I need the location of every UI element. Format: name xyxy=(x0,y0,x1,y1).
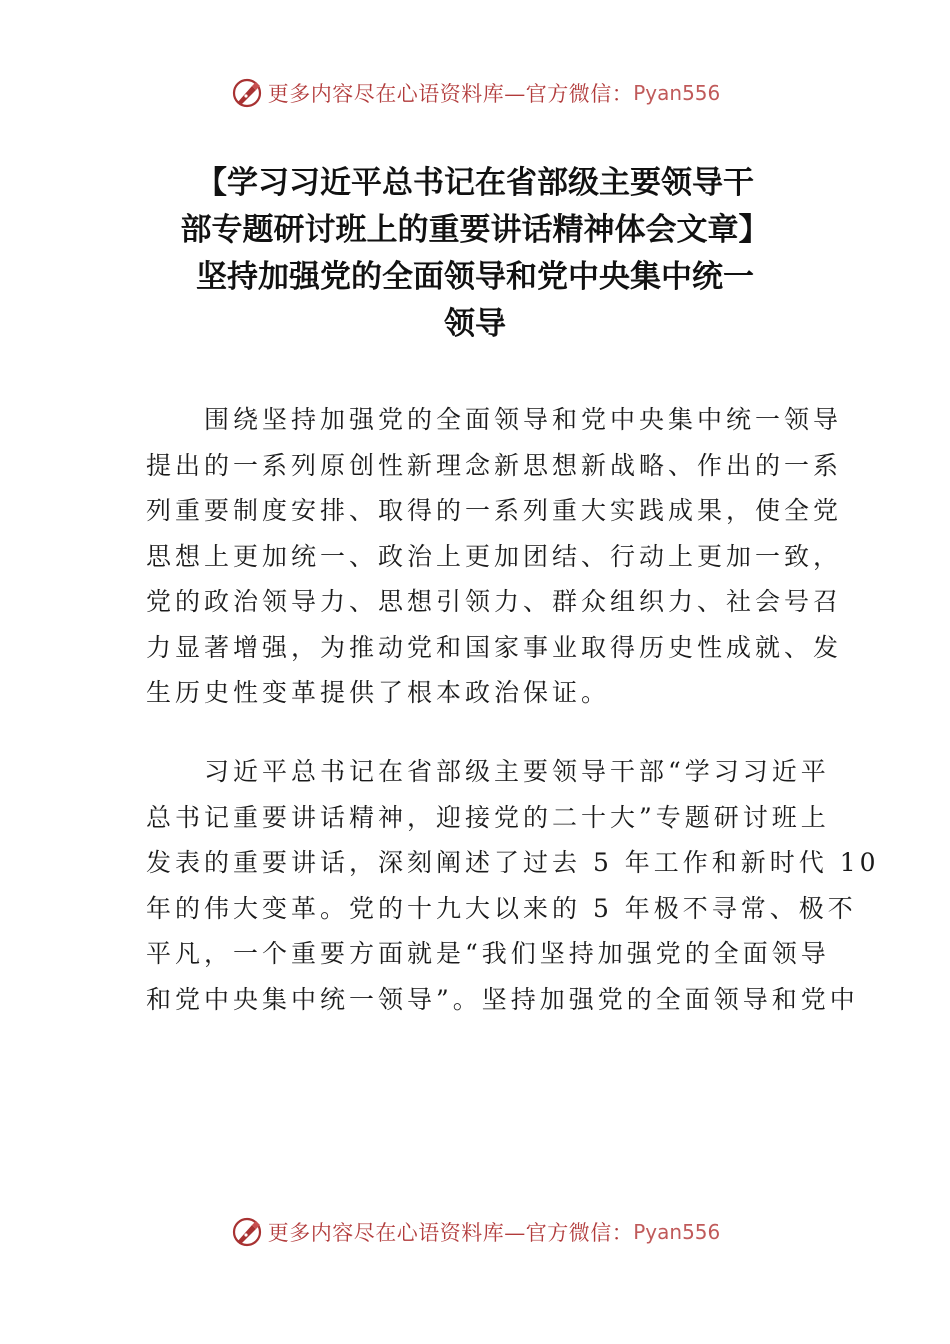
paragraph-line: 党的政治领导力、思想引领力、群众组织力、社会号召 xyxy=(146,587,843,616)
footer-banner-wechat-id: Pyan556 xyxy=(633,1220,721,1244)
body-paragraph-1 xyxy=(146,397,843,716)
footer-banner xyxy=(0,1212,950,1252)
pen-nib-logo-icon xyxy=(230,76,264,110)
header-banner xyxy=(0,73,950,113)
header-banner-text: 更多内容尽在心语资料库—官方微信： xyxy=(267,82,634,106)
paragraph-line: 思想上更加统一、政治上更加团结、行动上更加一致， xyxy=(146,541,843,571)
title-line: 领导 xyxy=(444,306,506,342)
paragraph-line: 和党中央集中统一领导”。坚持加强党的全面领导和党中 xyxy=(146,984,859,1014)
title-line: 坚持加强党的全面领导和党中央集中统一 xyxy=(196,259,754,295)
pen-nib-logo-icon xyxy=(230,1215,264,1249)
paragraph-line: 平凡，一个重要方面就是“我们坚持加强党的全面领导 xyxy=(146,939,830,968)
paragraph-line: 总书记重要讲话精神，迎接党的二十大”专题研讨班上 xyxy=(146,802,830,832)
paragraph-line: 提出的一系列原创性新理念新思想新战略、作出的一系 xyxy=(146,450,843,480)
footer-banner-text: 更多内容尽在心语资料库—官方微信： xyxy=(267,1221,634,1245)
title-line: 【学习习近平总书记在省部级主要领导干 xyxy=(196,165,754,201)
paragraph-line: 习近平总书记在省部级主要领导干部“学习习近平 xyxy=(204,757,830,786)
title-line: 部专题研讨班上的重要讲话精神体会文章】 xyxy=(180,212,770,248)
paragraph-line: 发表的重要讲话，深刻阐述了过去 5 年工作和新时代 10 xyxy=(146,848,880,877)
document-title xyxy=(140,160,810,348)
paragraph-line: 围绕坚持加强党的全面领导和党中央集中统一领导 xyxy=(204,405,843,434)
header-banner-wechat-id: Pyan556 xyxy=(633,81,721,105)
paragraph-line: 列重要制度安排、取得的一系列重大实践成果，使全党 xyxy=(146,496,843,525)
paragraph-line: 生历史性变革提供了根本政治保证。 xyxy=(146,678,611,707)
paragraph-line: 年的伟大变革。党的十九大以来的 5 年极不寻常、极不 xyxy=(146,893,857,923)
paragraph-line: 力显著增强，为推动党和国家事业取得历史性成就、发 xyxy=(146,632,843,662)
body-paragraph-2 xyxy=(146,749,880,1022)
